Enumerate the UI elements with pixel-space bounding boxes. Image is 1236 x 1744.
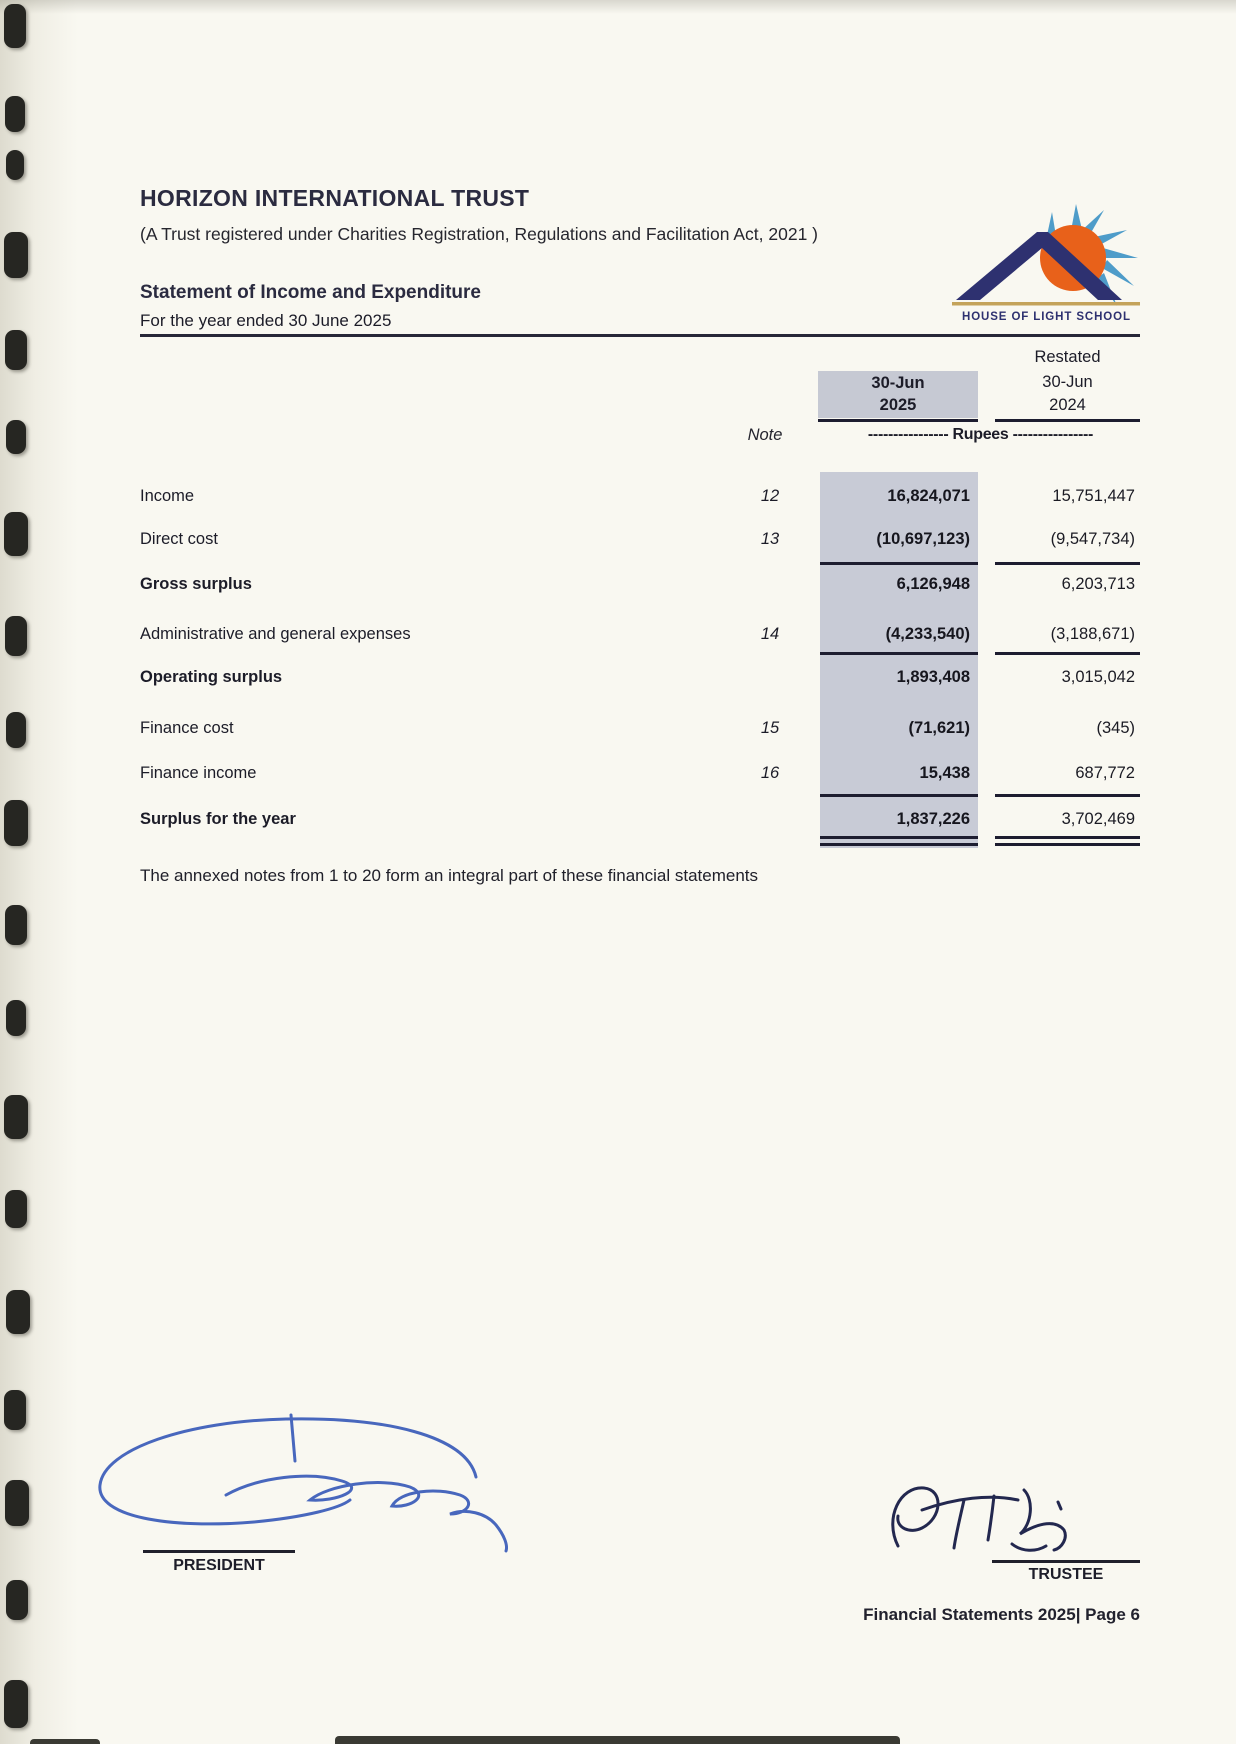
- table-row-gross-surplus: [140, 575, 1140, 597]
- subtotal-rule-2025: [820, 562, 978, 565]
- row-value-2024: 15,751,447: [1052, 487, 1135, 505]
- subtotal-rule-2025: [820, 652, 978, 655]
- row-label: Income: [140, 487, 195, 505]
- school-logo: [952, 196, 1142, 328]
- org-title: HORIZON INTERNATIONAL TRUST: [140, 185, 530, 211]
- binding-hole: [5, 1480, 29, 1526]
- col-2025-date: 30-Jun: [871, 374, 925, 392]
- subtotal-rule-2024: [995, 562, 1140, 565]
- trustee-label: TRUSTEE: [1028, 1566, 1104, 1583]
- table-row-surplus-for-year: [140, 810, 1140, 832]
- table-row-finance-income: [140, 764, 1140, 786]
- restated-label: Restated: [1034, 348, 1101, 366]
- note-column-header: Note: [747, 426, 783, 444]
- row-label: Finance cost: [140, 719, 234, 737]
- row-value-2024: (345): [1096, 719, 1135, 737]
- president-signature-line: [143, 1550, 295, 1553]
- logo-baseline: [952, 302, 1140, 306]
- table-row-direct-cost: [140, 530, 1140, 552]
- row-note: 15: [760, 719, 780, 737]
- row-value-2024: 3,015,042: [1061, 668, 1135, 686]
- binding-hole: [4, 4, 26, 48]
- row-value-2025: 1,837,226: [896, 810, 970, 828]
- row-value-2025: 1,893,408: [896, 668, 970, 686]
- binding-hole: [5, 1190, 27, 1228]
- table-row-admin-expenses: [140, 625, 1140, 647]
- school-name: HOUSE OF LIGHT SCHOOL: [962, 311, 1130, 323]
- row-value-2025: (4,233,540): [885, 625, 970, 643]
- current-year-shaded-band: [820, 472, 978, 848]
- subtotal-rule-2024: [995, 652, 1140, 655]
- row-label: Operating surplus: [140, 668, 283, 686]
- row-value-2025: 15,438: [919, 764, 970, 782]
- binding-hole: [6, 1290, 30, 1334]
- org-subtitle: (A Trust registered under Charities Registration, Regulations and Facilitation Act, 2021 ): [140, 224, 818, 244]
- annexed-notes-line: The annexed notes from 1 to 20 form an integral part of these financial statements: [140, 866, 759, 885]
- row-label: Direct cost: [140, 530, 218, 548]
- row-note: 14: [760, 625, 780, 643]
- row-label: Administrative and general expenses: [140, 625, 411, 643]
- binding-hole: [4, 232, 28, 278]
- trustee-signature: [872, 1472, 1082, 1572]
- table-row-finance-cost: [140, 719, 1140, 741]
- row-value-2024: 3,702,469: [1061, 810, 1135, 828]
- binding-hole: [4, 800, 28, 846]
- total-double-rule-2025-b: [820, 843, 978, 846]
- total-double-rule-2024-b: [995, 843, 1140, 846]
- school-logo-graphic: [952, 196, 1142, 328]
- row-value-2025: 6,126,948: [896, 575, 970, 593]
- col-2024-date: 30-Jun: [1042, 373, 1093, 391]
- col-2024-underline: [995, 419, 1140, 422]
- page-footer: Financial Statements 2025| Page 6: [863, 1605, 1140, 1624]
- bottom-scan-edge: [335, 1736, 900, 1744]
- table-row-operating-surplus: [140, 668, 1140, 690]
- binding-hole: [6, 1580, 28, 1620]
- binding-hole: [6, 1000, 26, 1036]
- row-label: Surplus for the year: [140, 810, 296, 828]
- president-signature: [78, 1405, 508, 1560]
- col-2025-underline: [818, 419, 978, 422]
- total-double-rule-2024-a: [995, 836, 1140, 839]
- row-label: Gross surplus: [140, 575, 252, 593]
- col-2024-year: 2024: [1049, 396, 1086, 414]
- bottom-scan-edge-left: [30, 1739, 100, 1744]
- statement-title: Statement of Income and Expenditure: [140, 282, 481, 303]
- row-value-2024: 687,772: [1075, 764, 1135, 782]
- trustee-signature-line: [992, 1560, 1140, 1563]
- statement-period: For the year ended 30 June 2025: [140, 311, 392, 330]
- row-note: 13: [760, 530, 780, 548]
- row-label: Finance income: [140, 764, 257, 782]
- row-note: 12: [760, 487, 780, 505]
- binding-hole: [4, 1680, 28, 1728]
- row-value-2025: (71,621): [908, 719, 970, 737]
- subtotal-rule-2025: [820, 794, 978, 797]
- header-rule: [140, 334, 1140, 337]
- binding-hole: [5, 905, 27, 945]
- binding-hole: [4, 1095, 28, 1139]
- binding-hole: [5, 96, 25, 132]
- row-value-2025: (10,697,123): [876, 530, 970, 548]
- binding-hole: [6, 420, 26, 454]
- row-value-2024: (3,188,671): [1050, 625, 1135, 643]
- row-value-2025: 16,824,071: [887, 487, 970, 505]
- row-note: 16: [760, 764, 780, 782]
- binding-hole: [4, 512, 28, 556]
- binding-hole: [5, 616, 27, 656]
- binding-hole: [6, 150, 24, 180]
- col-2025-year: 2025: [879, 396, 917, 414]
- total-double-rule-2025-a: [820, 836, 978, 839]
- binding-hole: [5, 330, 27, 370]
- president-label: PRESIDENT: [173, 1557, 265, 1574]
- row-value-2024: (9,547,734): [1050, 530, 1135, 548]
- currency-header: ---------------- Rupees ----------------: [867, 426, 1094, 443]
- binding-hole: [4, 1390, 26, 1430]
- row-value-2024: 6,203,713: [1061, 575, 1135, 593]
- top-edge-scan-shadow: [0, 0, 1236, 14]
- table-row-income: [140, 487, 1140, 509]
- binding-hole: [6, 712, 26, 748]
- subtotal-rule-2024: [995, 794, 1140, 797]
